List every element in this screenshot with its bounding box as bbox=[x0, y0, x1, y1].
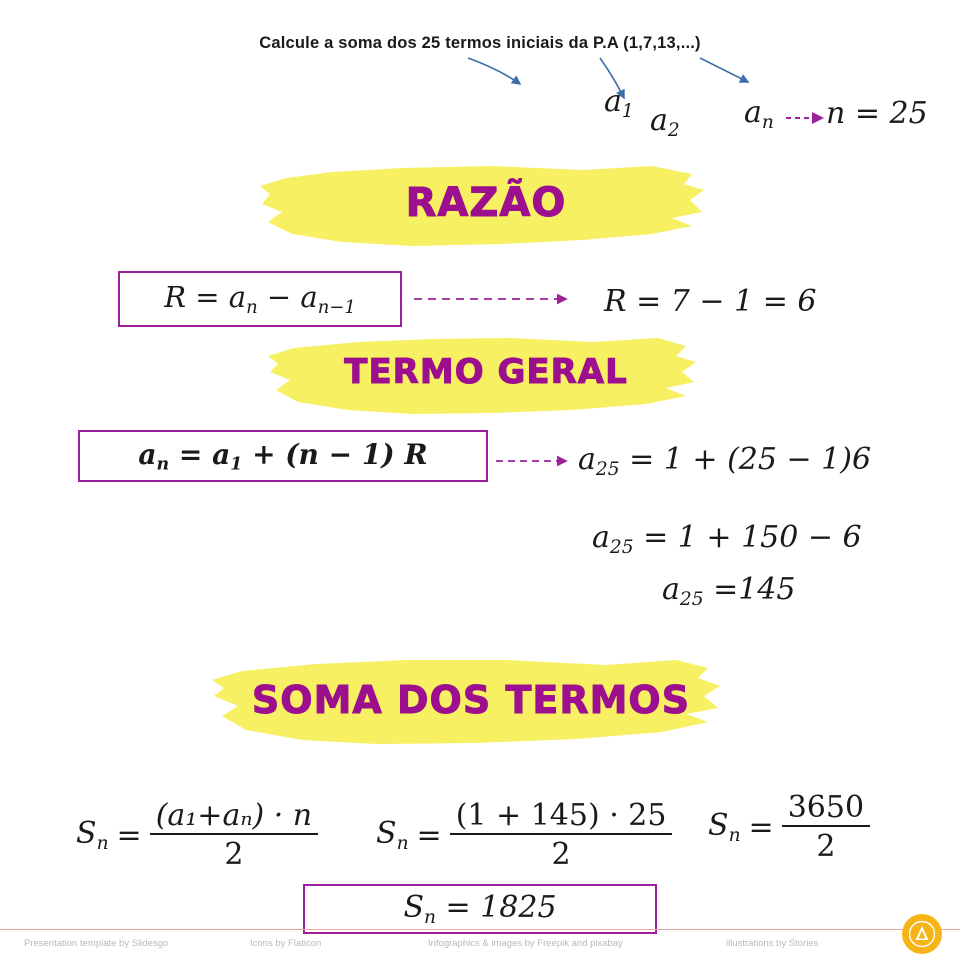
heading-termo-geral bbox=[262, 334, 710, 422]
soma-equation-3: $S_n$ = $\frac{3650}{2}$ bbox=[708, 790, 870, 864]
razao-result: R = 7 − 1 = 6 bbox=[604, 284, 817, 319]
arrow-to-a1 bbox=[468, 58, 520, 84]
term-an: $a_n$ bbox=[744, 95, 774, 133]
soma-eq3-denominator: 2 bbox=[782, 825, 870, 864]
footer-credit-stories: illustrations by Stories bbox=[726, 938, 819, 949]
soma-eq2-numerator: (1 + 145) · 25 bbox=[455, 798, 667, 833]
soma-equation-1: $S_n$ = $\frac{\text{(a₁+aₙ) · n}}{2}$ bbox=[76, 798, 318, 872]
termo-geral-step2: $a_{25} = 1 + 150 - 6$ bbox=[592, 520, 862, 558]
footer bbox=[0, 929, 960, 960]
soma-eq3-numerator: 3650 bbox=[787, 790, 865, 825]
heading-soma bbox=[206, 656, 736, 752]
formula-box-termo-geral bbox=[78, 430, 488, 482]
heading-termo-geral-label: TERMO GERAL bbox=[344, 352, 628, 392]
triangle-logo-icon bbox=[909, 921, 935, 947]
footer-credit-flaticon: Icons by Flaticon bbox=[250, 938, 322, 949]
soma-eq1-denominator: 2 bbox=[150, 833, 318, 872]
page-title: Calcule a soma dos 25 termos iniciais da P.A (1,7,13,...) bbox=[259, 34, 701, 52]
term-n-value: n = 25 bbox=[826, 96, 928, 131]
termo-geral-step3: $a_{25} =145$ bbox=[662, 572, 796, 610]
soma-eq1-numerator: (a₁+aₙ) · n bbox=[155, 798, 313, 833]
term-a2: $a_2$ bbox=[650, 103, 680, 141]
formula-box-final-answer bbox=[303, 884, 657, 934]
footer-credit-slidesgo: Presentation template by Slidesgo bbox=[24, 938, 169, 949]
heading-soma-label: SOMA DOS TERMOS bbox=[251, 678, 691, 722]
heading-razao-label: RAZÃO bbox=[405, 180, 567, 226]
final-answer: $S_n = 1825$ bbox=[403, 890, 557, 928]
term-a1: $a_1$ bbox=[604, 84, 634, 122]
formula-razao: $R = a_n - a_{n-1}$ bbox=[164, 280, 356, 318]
heading-razao bbox=[252, 160, 720, 254]
soma-eq2-denominator: 2 bbox=[450, 833, 673, 872]
formula-box-razao bbox=[118, 271, 402, 327]
arrow-to-an bbox=[700, 58, 748, 82]
formula-termo-geral: $a_n = a_1 + (n - 1)$ R bbox=[138, 437, 428, 475]
soma-equation-2: $S_n$ = $\frac{(1 + 145) \cdot 25}{2}$ bbox=[376, 798, 672, 872]
brand-badge bbox=[902, 914, 942, 954]
termo-geral-step1: $a_{25} = 1 + (25 - 1)6$ bbox=[578, 442, 872, 480]
footer-credit-freepik: Infographics & images by Freepik and pixabay bbox=[428, 938, 623, 949]
